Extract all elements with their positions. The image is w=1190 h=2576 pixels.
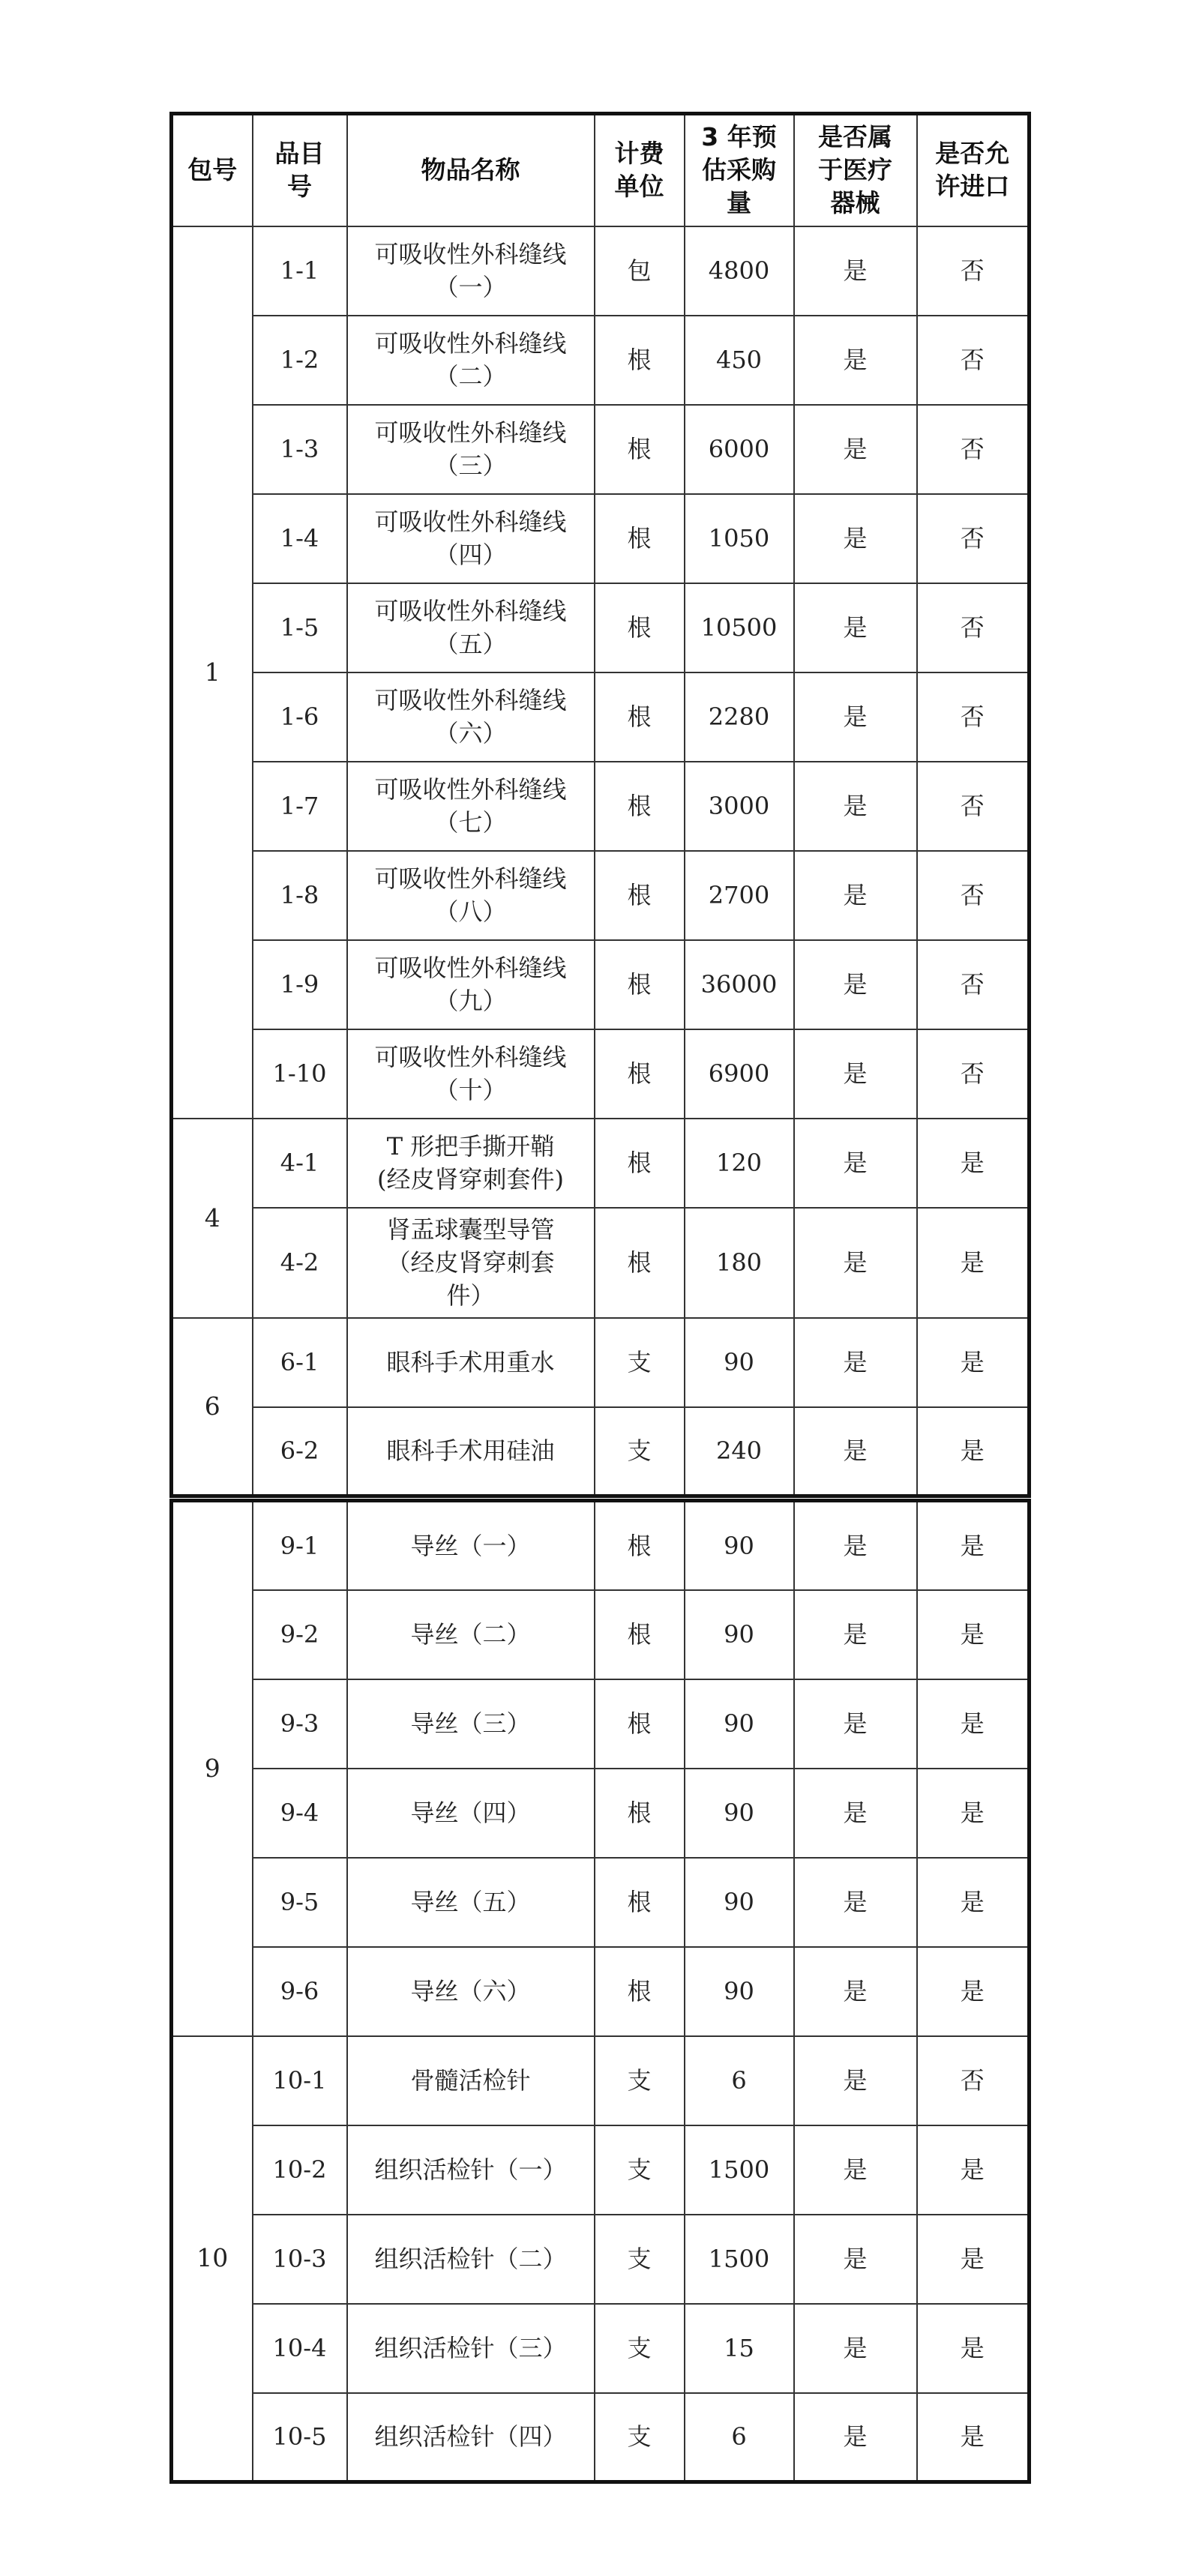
- import-allowed-cell: 是: [917, 1947, 1030, 2036]
- table-body: [172, 226, 1030, 1496]
- table-row: [172, 1501, 1030, 1590]
- table-row: [172, 1590, 1030, 1679]
- import-allowed-cell: 否: [917, 583, 1030, 672]
- item-no-cell: 1-10: [253, 1029, 347, 1119]
- item-name-cell: 可吸收性外科缝线 （六）: [347, 672, 595, 762]
- table-row: [172, 1029, 1030, 1119]
- item-no-cell: 4-2: [253, 1208, 347, 1318]
- item-name-cell: 可吸收性外科缝线 （八）: [347, 851, 595, 940]
- col-header-unit: [595, 114, 685, 226]
- item-name-cell: 眼科手术用硅油: [347, 1407, 595, 1496]
- col-header-quantity: [685, 114, 794, 226]
- col-header-unit-text: 计费 单位: [614, 139, 664, 202]
- table-row: [172, 762, 1030, 851]
- medical-device-cell: 是: [794, 1208, 917, 1318]
- quantity-cell: 6: [685, 2036, 794, 2125]
- unit-cell: 根: [595, 1590, 685, 1679]
- col-header-medical-device: [794, 114, 917, 226]
- import-allowed-cell: 否: [917, 316, 1030, 405]
- quantity-cell: 6900: [685, 1029, 794, 1119]
- table-row: [172, 494, 1030, 583]
- import-allowed-cell: 是: [917, 1590, 1030, 1679]
- quantity-cell: 6000: [685, 405, 794, 494]
- quantity-cell: 90: [685, 1858, 794, 1947]
- item-no-cell: 1-6: [253, 672, 347, 762]
- unit-cell: 根: [595, 316, 685, 405]
- quantity-cell: 1500: [685, 2215, 794, 2304]
- import-allowed-cell: 是: [917, 2393, 1030, 2482]
- unit-cell: 根: [595, 1119, 685, 1208]
- quantity-cell: 6: [685, 2393, 794, 2482]
- item-no-cell: 10-3: [253, 2215, 347, 2304]
- import-allowed-cell: 是: [917, 1769, 1030, 1858]
- medical-device-cell: 是: [794, 1407, 917, 1496]
- item-name-cell: 导丝（四）: [347, 1769, 595, 1858]
- medical-device-cell: 是: [794, 405, 917, 494]
- import-allowed-cell: 是: [917, 1858, 1030, 1947]
- import-allowed-cell: 否: [917, 940, 1030, 1029]
- col-header-import-allowed: [917, 114, 1030, 226]
- item-no-cell: 1-7: [253, 762, 347, 851]
- item-no-cell: 9-3: [253, 1679, 347, 1769]
- procurement-table-1: [169, 112, 1031, 1498]
- unit-cell: 根: [595, 1947, 685, 2036]
- package-cell: 10: [172, 2036, 253, 2482]
- procurement-table-2: [169, 1499, 1031, 2484]
- quantity-cell: 90: [685, 1769, 794, 1858]
- unit-cell: 包: [595, 226, 685, 316]
- table-row: [172, 1947, 1030, 2036]
- package-cell: 6: [172, 1318, 253, 1496]
- table-row: [172, 1858, 1030, 1947]
- col-header-quantity-text: 3 年预 估采购 量: [701, 122, 777, 218]
- table-row: [172, 316, 1030, 405]
- item-no-cell: 10-5: [253, 2393, 347, 2482]
- item-name-cell: 导丝（二）: [347, 1590, 595, 1679]
- unit-cell: 支: [595, 2125, 685, 2215]
- import-allowed-cell: 否: [917, 762, 1030, 851]
- item-no-cell: 1-4: [253, 494, 347, 583]
- medical-device-cell: 是: [794, 672, 917, 762]
- medical-device-cell: 是: [794, 940, 917, 1029]
- table-row: [172, 1318, 1030, 1407]
- unit-cell: 根: [595, 851, 685, 940]
- package-cell: 4: [172, 1119, 253, 1318]
- item-name-cell: 骨髓活检针: [347, 2036, 595, 2125]
- medical-device-cell: 是: [794, 2393, 917, 2482]
- table-row: [172, 851, 1030, 940]
- import-allowed-cell: 否: [917, 494, 1030, 583]
- unit-cell: 支: [595, 1407, 685, 1496]
- quantity-cell: 180: [685, 1208, 794, 1318]
- item-no-cell: 1-1: [253, 226, 347, 316]
- item-name-cell: 导丝（五）: [347, 1858, 595, 1947]
- item-no-cell: 6-1: [253, 1318, 347, 1407]
- medical-device-cell: 是: [794, 1679, 917, 1769]
- item-no-cell: 1-9: [253, 940, 347, 1029]
- col-header-medical-device-text: 是否属 于医疗 器械: [818, 122, 892, 218]
- item-name-cell: 可吸收性外科缝线 （十）: [347, 1029, 595, 1119]
- unit-cell: 根: [595, 1679, 685, 1769]
- item-name-cell: 可吸收性外科缝线 （五）: [347, 583, 595, 672]
- quantity-cell: 90: [685, 1318, 794, 1407]
- quantity-cell: 90: [685, 1590, 794, 1679]
- header-row: [172, 114, 1030, 226]
- import-allowed-cell: 是: [917, 1679, 1030, 1769]
- medical-device-cell: 是: [794, 583, 917, 672]
- item-no-cell: 9-1: [253, 1501, 347, 1590]
- unit-cell: 根: [595, 672, 685, 762]
- unit-cell: 支: [595, 2393, 685, 2482]
- item-name-cell: 组织活检针（三）: [347, 2304, 595, 2393]
- import-allowed-cell: 是: [917, 1208, 1030, 1318]
- quantity-cell: 90: [685, 1501, 794, 1590]
- import-allowed-cell: 否: [917, 672, 1030, 762]
- table-row: [172, 1407, 1030, 1496]
- import-allowed-cell: 是: [917, 2304, 1030, 2393]
- import-allowed-cell: 是: [917, 1407, 1030, 1496]
- item-no-cell: 9-6: [253, 1947, 347, 2036]
- medical-device-cell: 是: [794, 226, 917, 316]
- import-allowed-cell: 是: [917, 1318, 1030, 1407]
- medical-device-cell: 是: [794, 851, 917, 940]
- unit-cell: 根: [595, 762, 685, 851]
- medical-device-cell: 是: [794, 762, 917, 851]
- medical-device-cell: 是: [794, 1769, 917, 1858]
- item-no-cell: 1-3: [253, 405, 347, 494]
- medical-device-cell: 是: [794, 494, 917, 583]
- table-row: [172, 405, 1030, 494]
- medical-device-cell: 是: [794, 1501, 917, 1590]
- table-row: [172, 2393, 1030, 2482]
- medical-device-cell: 是: [794, 2304, 917, 2393]
- col-header-item-no: [253, 114, 347, 226]
- item-name-cell: 导丝（三）: [347, 1679, 595, 1769]
- quantity-cell: 90: [685, 1679, 794, 1769]
- item-name-cell: 可吸收性外科缝线 （四）: [347, 494, 595, 583]
- import-allowed-cell: 是: [917, 1501, 1030, 1590]
- unit-cell: 支: [595, 1318, 685, 1407]
- import-allowed-cell: 是: [917, 2215, 1030, 2304]
- table-row: [172, 1679, 1030, 1769]
- item-no-cell: 10-2: [253, 2125, 347, 2215]
- quantity-cell: 450: [685, 316, 794, 405]
- table-row: [172, 226, 1030, 316]
- item-no-cell: 1-8: [253, 851, 347, 940]
- item-name-cell: 可吸收性外科缝线 （二）: [347, 316, 595, 405]
- item-no-cell: 10-4: [253, 2304, 347, 2393]
- item-no-cell: 1-2: [253, 316, 347, 405]
- table-body: [172, 1501, 1030, 2482]
- table-row: [172, 1119, 1030, 1208]
- import-allowed-cell: 是: [917, 1119, 1030, 1208]
- medical-device-cell: 是: [794, 1858, 917, 1947]
- item-name-cell: 眼科手术用重水: [347, 1318, 595, 1407]
- import-allowed-cell: 否: [917, 405, 1030, 494]
- col-header-name: 物品名称: [347, 114, 595, 226]
- unit-cell: 根: [595, 1769, 685, 1858]
- table-row: [172, 2036, 1030, 2125]
- package-cell: 9: [172, 1501, 253, 2036]
- quantity-cell: 15: [685, 2304, 794, 2393]
- unit-cell: 根: [595, 1029, 685, 1119]
- table-row: [172, 672, 1030, 762]
- import-allowed-cell: 否: [917, 2036, 1030, 2125]
- table-row: [172, 2215, 1030, 2304]
- item-name-cell: 导丝（一）: [347, 1501, 595, 1590]
- quantity-cell: 1050: [685, 494, 794, 583]
- item-no-cell: 6-2: [253, 1407, 347, 1496]
- item-name-cell: 肾盂球囊型导管 （经皮肾穿刺套 件）: [347, 1208, 595, 1318]
- medical-device-cell: 是: [794, 2215, 917, 2304]
- unit-cell: 根: [595, 1208, 685, 1318]
- item-no-cell: 1-5: [253, 583, 347, 672]
- unit-cell: 根: [595, 494, 685, 583]
- medical-device-cell: 是: [794, 1119, 917, 1208]
- item-name-cell: 可吸收性外科缝线 （九）: [347, 940, 595, 1029]
- import-allowed-cell: 否: [917, 1029, 1030, 1119]
- item-no-cell: 9-2: [253, 1590, 347, 1679]
- table-row: [172, 2304, 1030, 2393]
- medical-device-cell: 是: [794, 1318, 917, 1407]
- item-name-cell: 可吸收性外科缝线 （七）: [347, 762, 595, 851]
- unit-cell: 支: [595, 2304, 685, 2393]
- item-name-cell: 可吸收性外科缝线 （三）: [347, 405, 595, 494]
- item-name-cell: 可吸收性外科缝线 （一）: [347, 226, 595, 316]
- import-allowed-cell: 是: [917, 2125, 1030, 2215]
- medical-device-cell: 是: [794, 1590, 917, 1679]
- quantity-cell: 1500: [685, 2125, 794, 2215]
- item-name-cell: 导丝（六）: [347, 1947, 595, 2036]
- unit-cell: 根: [595, 405, 685, 494]
- col-header-item-no-l1: 品目 号: [274, 139, 325, 202]
- table-row: [172, 1208, 1030, 1318]
- quantity-cell: 2280: [685, 672, 794, 762]
- table-row: [172, 1769, 1030, 1858]
- item-name-cell: T 形把手撕开鞘 (经皮肾穿刺套件): [347, 1119, 595, 1208]
- unit-cell: 支: [595, 2036, 685, 2125]
- quantity-cell: 4800: [685, 226, 794, 316]
- package-cell: 1: [172, 226, 253, 1119]
- item-name-cell: 组织活检针（二）: [347, 2215, 595, 2304]
- quantity-cell: 3000: [685, 762, 794, 851]
- item-name-cell: 组织活检针（一）: [347, 2125, 595, 2215]
- medical-device-cell: 是: [794, 1029, 917, 1119]
- medical-device-cell: 是: [794, 316, 917, 405]
- unit-cell: 根: [595, 1501, 685, 1590]
- import-allowed-cell: 否: [917, 851, 1030, 940]
- col-header-package: 包号: [172, 114, 253, 226]
- table-row: [172, 2125, 1030, 2215]
- unit-cell: 根: [595, 940, 685, 1029]
- table-row: [172, 583, 1030, 672]
- quantity-cell: 2700: [685, 851, 794, 940]
- item-no-cell: 10-1: [253, 2036, 347, 2125]
- quantity-cell: 10500: [685, 583, 794, 672]
- item-no-cell: 4-1: [253, 1119, 347, 1208]
- import-allowed-cell: 否: [917, 226, 1030, 316]
- unit-cell: 支: [595, 2215, 685, 2304]
- quantity-cell: 240: [685, 1407, 794, 1496]
- unit-cell: 根: [595, 1858, 685, 1947]
- item-name-cell: 组织活检针（四）: [347, 2393, 595, 2482]
- unit-cell: 根: [595, 583, 685, 672]
- medical-device-cell: 是: [794, 2125, 917, 2215]
- table-row: [172, 940, 1030, 1029]
- quantity-cell: 90: [685, 1947, 794, 2036]
- quantity-cell: 36000: [685, 940, 794, 1029]
- col-header-import-allowed-text: 是否允 许进口: [935, 139, 1010, 202]
- medical-device-cell: 是: [794, 1947, 917, 2036]
- item-no-cell: 9-4: [253, 1769, 347, 1858]
- medical-device-cell: 是: [794, 2036, 917, 2125]
- quantity-cell: 120: [685, 1119, 794, 1208]
- item-no-cell: 9-5: [253, 1858, 347, 1947]
